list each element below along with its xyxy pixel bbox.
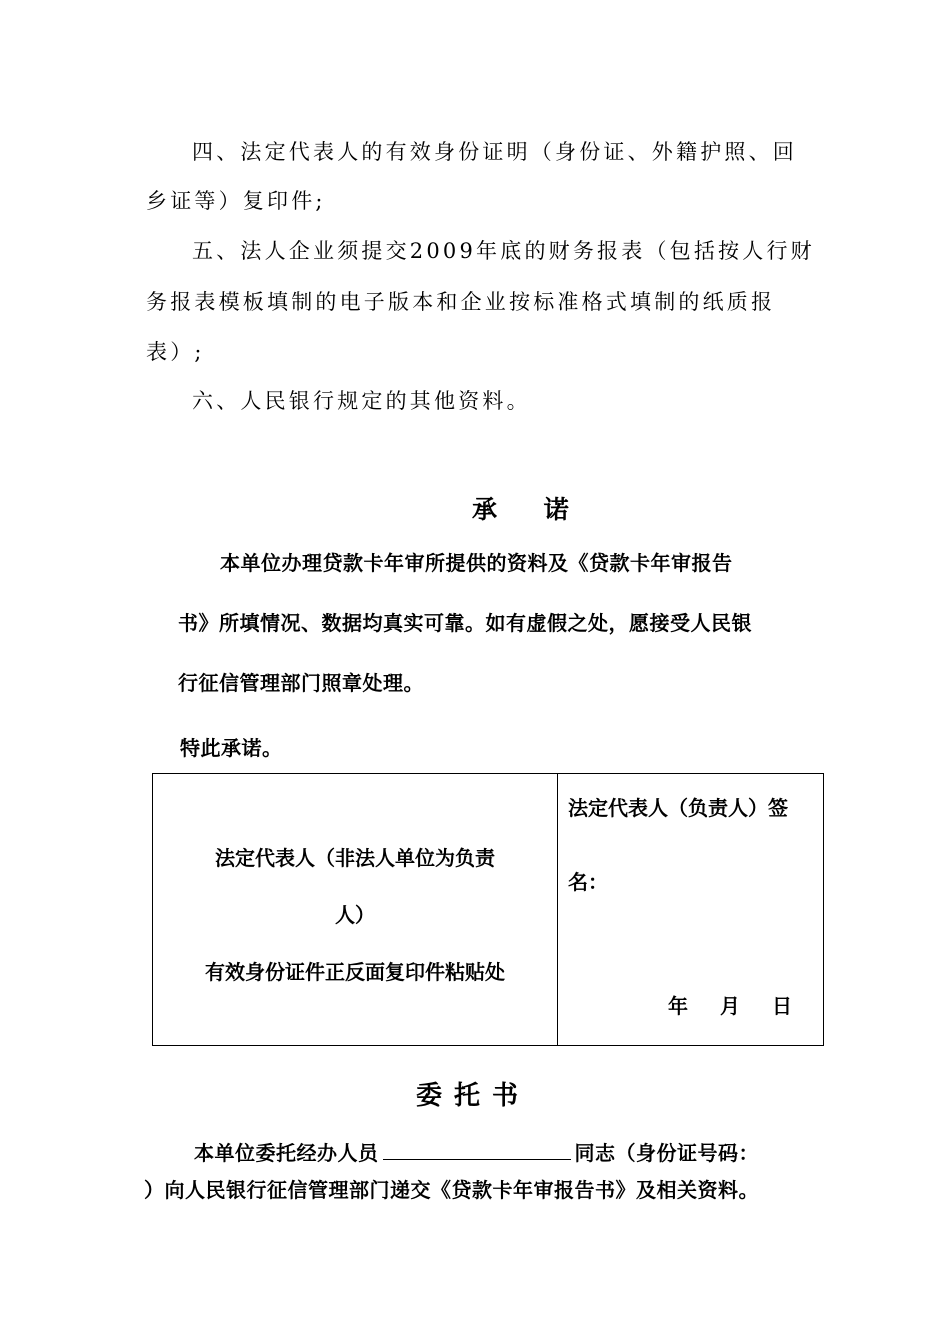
entrust-line-1-prefix: 本单位委托经办人员: [194, 1141, 379, 1165]
commitment-title: 承 诺: [472, 495, 569, 524]
date-year: 年: [668, 994, 688, 1018]
signature-label-line-2: 名：: [568, 870, 608, 894]
commitment-para-line-2: 书》所填情况、数据均真实可靠。如有虚假之处，愿接受人民银: [178, 611, 752, 635]
date-day: 日: [772, 994, 792, 1018]
id-area-label-line-3: 有效身份证件正反面复印件粘贴处: [205, 960, 505, 984]
item-5-line-2: 务报表模板填制的电子版本和企业按标准格式填制的纸质报: [146, 290, 776, 314]
id-copy-paste-area: [153, 774, 558, 1046]
entrust-title: 委托书: [416, 1081, 531, 1111]
item-5-line-1: 五、法人企业须提交2009年底的财务报表（包括按人行财: [192, 239, 815, 263]
item-5-line-3: 表）;: [146, 340, 205, 364]
entrust-line-2: ）向人民银行征信管理部门递交《贷款卡年审报告书》及相关资料。: [144, 1178, 759, 1202]
entrust-line-1-suffix: 同志（身份证号码：: [574, 1141, 759, 1165]
signature-table: [152, 773, 824, 1046]
id-area-label-line-2: 人）: [335, 903, 375, 927]
commitment-closing: 特此承诺。: [180, 736, 283, 760]
entrust-line-1: [194, 1138, 814, 1168]
commitment-para-line-3: 行征信管理部门照章处理。: [178, 671, 424, 695]
item-4-line-1: 四、法定代表人的有效身份证明（身份证、外籍护照、回: [192, 140, 797, 164]
commitment-para-line-1: 本单位办理贷款卡年审所提供的资料及《贷款卡年审报告: [220, 551, 733, 575]
date-month: 月: [720, 994, 740, 1018]
signature-label-line-1: 法定代表人（负责人）签: [568, 796, 788, 820]
item-4-line-2: 乡证等）复印件;: [146, 189, 326, 213]
id-area-label-line-1: 法定代表人（非法人单位为负责: [215, 846, 495, 870]
signature-area: [558, 774, 824, 1046]
agent-name-blank[interactable]: [383, 1139, 571, 1160]
item-6: 六、人民银行规定的其他资料。: [192, 389, 531, 413]
